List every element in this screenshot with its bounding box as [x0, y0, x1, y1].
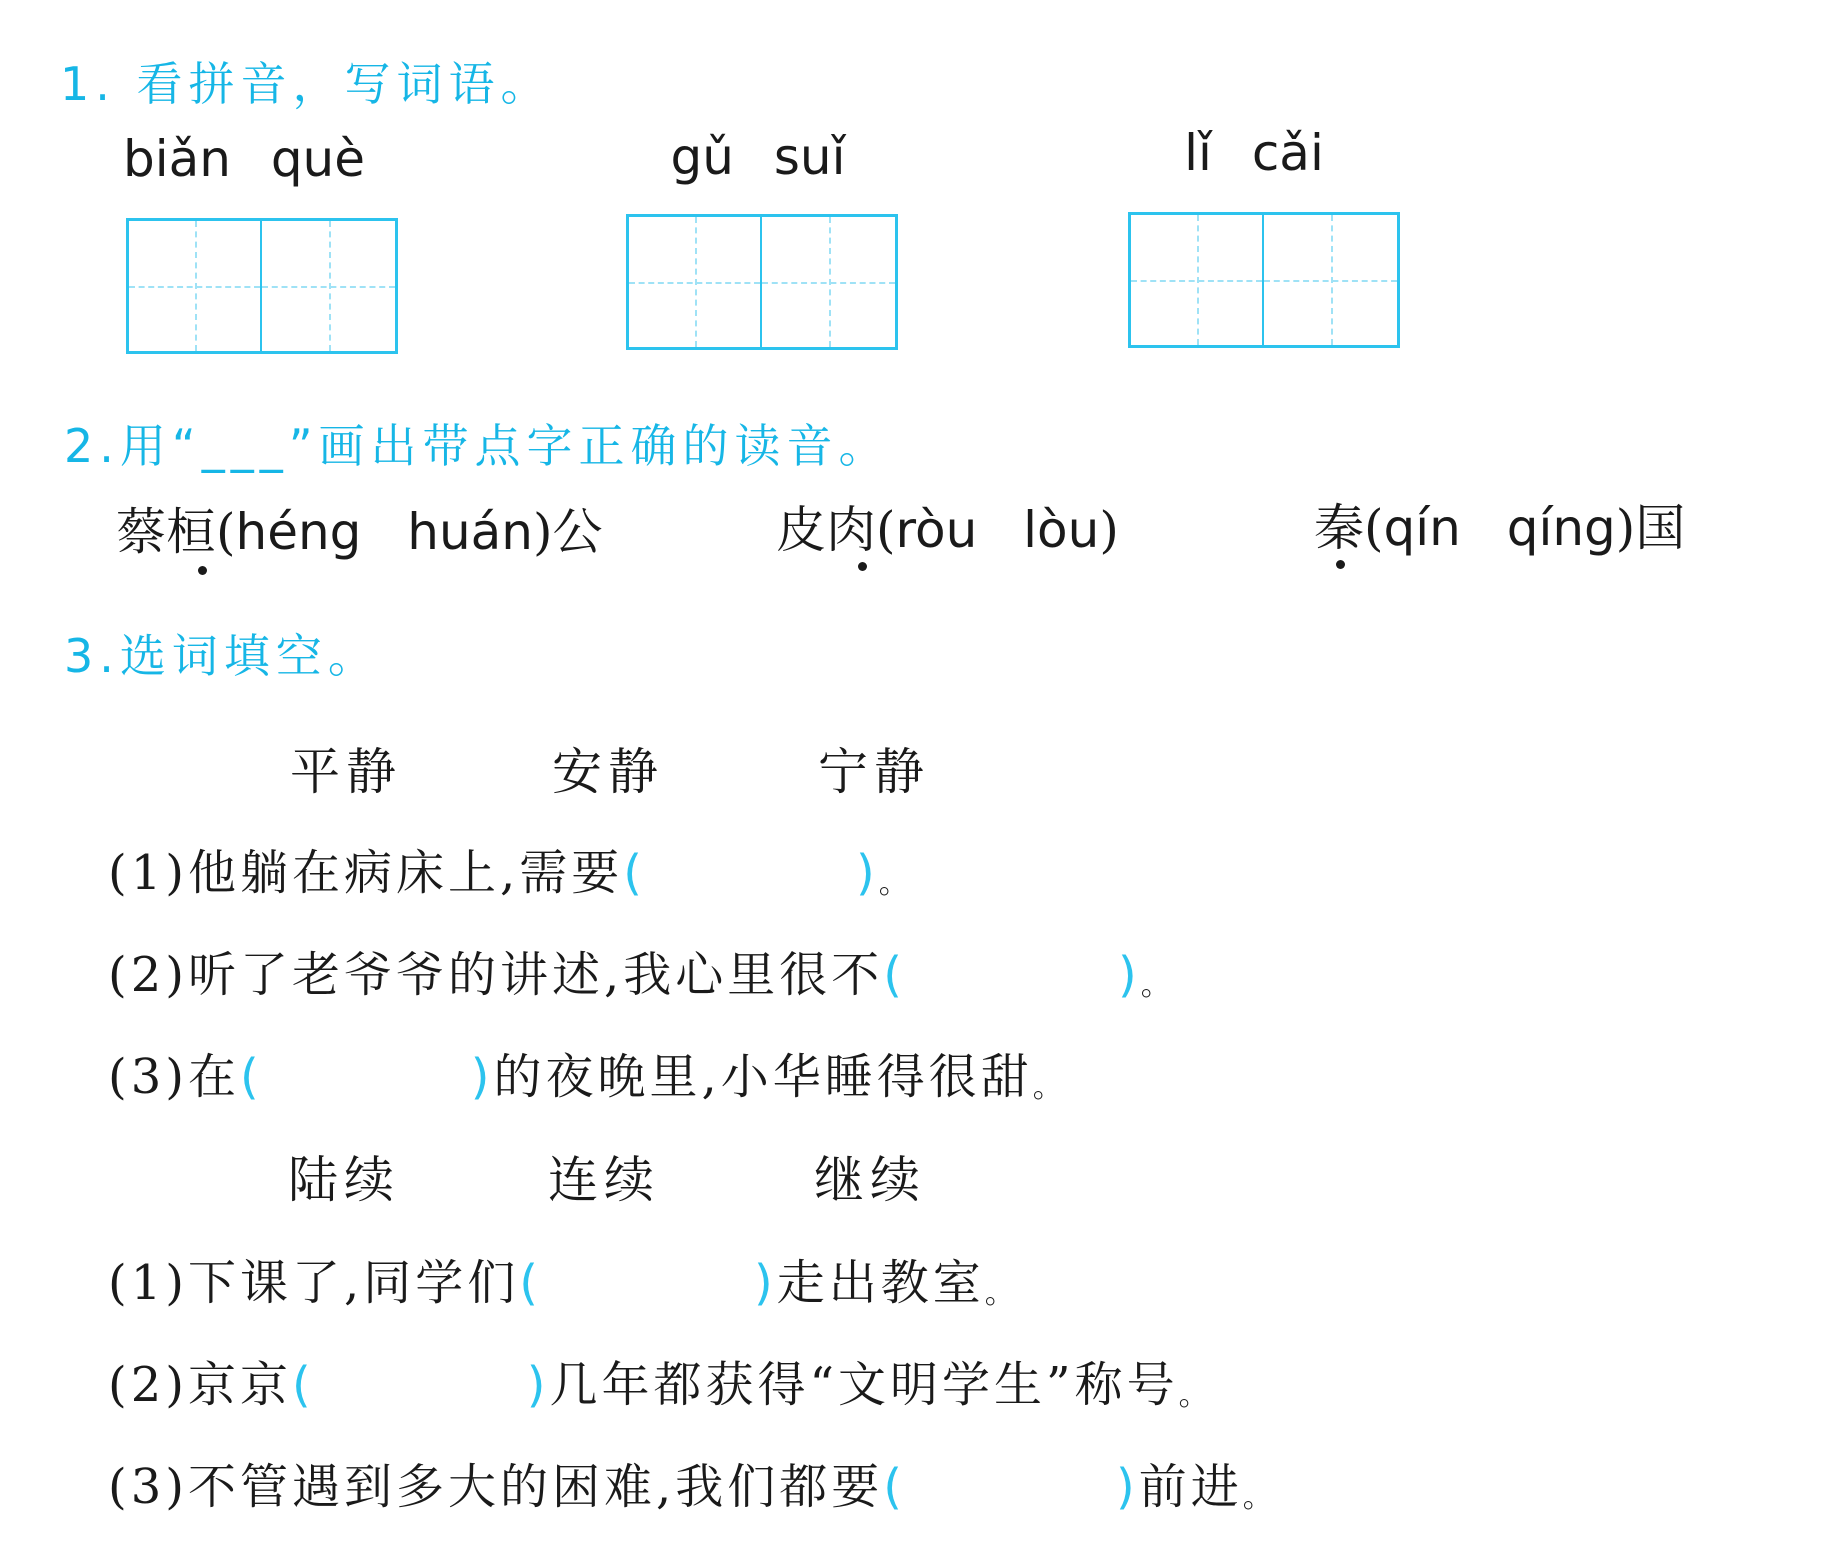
- pinyin-2: gǔ suǐ: [670, 128, 846, 186]
- fill-sentence-1-1: (1)他躺在病床上,需要( )。: [108, 845, 913, 901]
- pronunciation-item-3: 秦(qín qíng)国: [1314, 499, 1686, 557]
- fill-sentence-1-3: (3)在( )的夜晚里,小华睡得很甜。: [108, 1049, 1067, 1105]
- section-2-heading: 2.用“___”画出带点字正确的读音。: [64, 419, 891, 473]
- writing-grid-1[interactable]: [126, 218, 398, 354]
- word-choice: 平静: [290, 743, 402, 801]
- pinyin-1: biǎn què: [122, 130, 366, 188]
- section-3-heading: 3.选词填空。: [64, 629, 380, 683]
- pronunciation-item-2: 皮肉(ròu lòu): [776, 501, 1119, 559]
- word-choice: 继续: [814, 1151, 926, 1209]
- fill-sentence-1-2: (2)听了老爷爷的讲述,我心里很不( )。: [108, 947, 1175, 1003]
- writing-grid-3[interactable]: [1128, 212, 1400, 348]
- emphasis-dot: [198, 566, 207, 575]
- word-choice: 安静: [552, 743, 664, 801]
- emphasis-dot: [1336, 560, 1345, 569]
- dotted-character: 桓: [166, 503, 216, 561]
- emphasis-dot: [858, 562, 867, 571]
- dotted-character: 秦: [1314, 499, 1364, 557]
- section-1-heading: 1. 看拼音，写词语。: [60, 57, 553, 111]
- pronunciation-item-1: 蔡桓(héng huán)公: [116, 503, 603, 561]
- dotted-character: 肉: [826, 501, 876, 559]
- pinyin-options[interactable]: ròu lòu: [895, 501, 1100, 559]
- fill-sentence-2-3: (3)不管遇到多大的困难,我们都要( )前进。: [108, 1459, 1277, 1515]
- fill-sentence-2-2: (2)京京( )几年都获得“文明学生”称号。: [108, 1357, 1213, 1413]
- pinyin-3: lǐ cǎi: [1184, 124, 1324, 182]
- word-choice: 陆续: [288, 1151, 400, 1209]
- word-choice: 连续: [548, 1151, 660, 1209]
- fill-sentence-2-1: (1)下课了,同学们( )走出教室。: [108, 1255, 1019, 1311]
- word-choice: 宁静: [818, 743, 930, 801]
- pinyin-options[interactable]: héng huán: [235, 503, 533, 561]
- pinyin-options[interactable]: qín qíng: [1383, 499, 1616, 557]
- writing-grid-2[interactable]: [626, 214, 898, 350]
